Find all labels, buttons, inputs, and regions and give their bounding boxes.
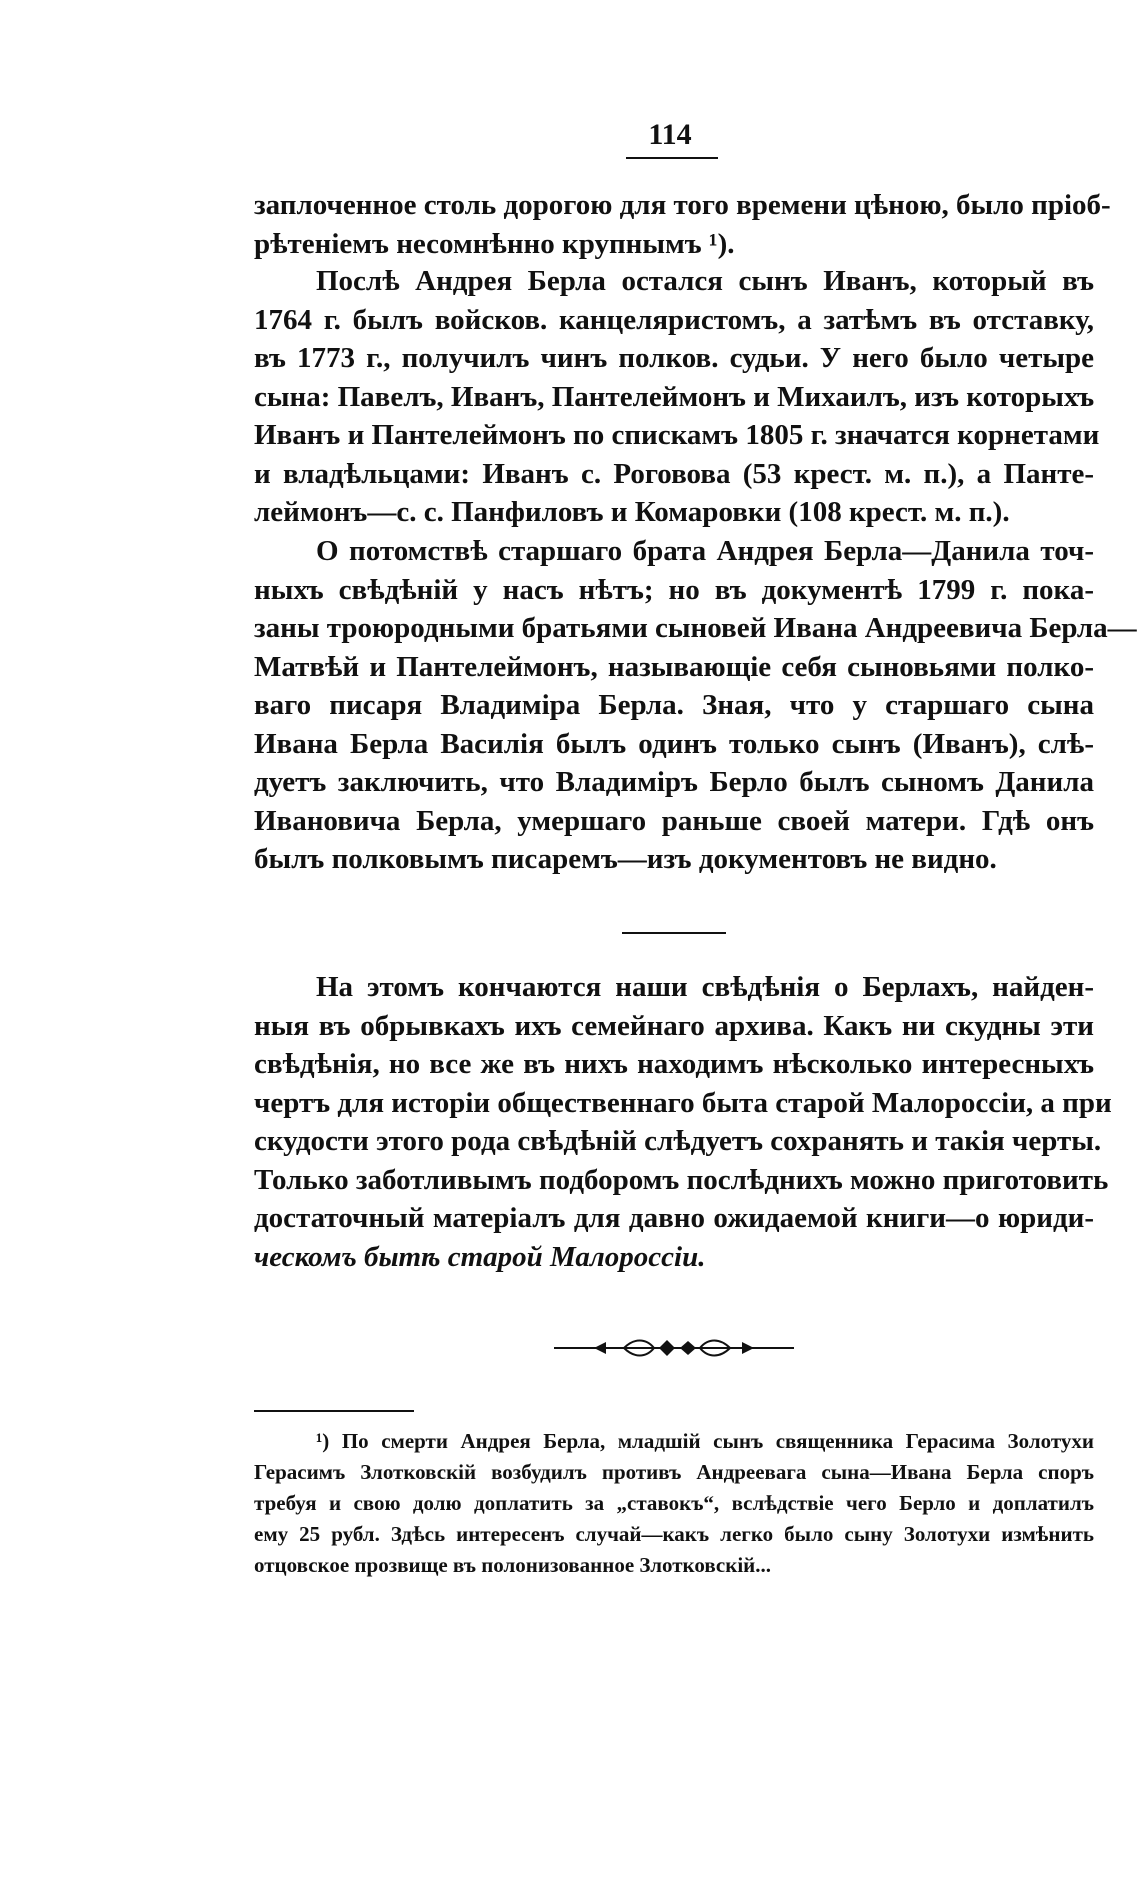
text-line: заплоченное столь дорогою для того времени цѣною, было пріоб-	[254, 189, 1111, 221]
text-line: Иванъ и Пантелеймонъ по спискамъ 1805 г. значатся корнетами	[254, 419, 1100, 451]
paragraph-3	[254, 532, 1137, 879]
text-line: 1764 г. былъ войсков. канцеляристомъ, а затѣмъ въ отставку,	[254, 303, 1094, 336]
text-line: и владѣльцами: Иванъ с. Роговова (53 крест. м. п.), а Панте-	[254, 457, 1094, 490]
text-line: заны троюродными братьями сыновей Ивана Андреевича Берла—	[254, 612, 1137, 644]
paragraph-2	[254, 262, 1100, 532]
end-ornament-icon	[554, 1336, 794, 1360]
text-line: былъ полковымъ писаремъ—изъ документовъ не видно.	[254, 843, 997, 875]
footnote-line: Герасимъ Злотковскій возбудилъ противъ Андреевага сына—Ивана Берла споръ	[254, 1460, 1094, 1484]
footnote-line: ¹) По смерти Андрея Берла, младшій сынъ священника Герасима Золотухи	[316, 1429, 1094, 1453]
footnote	[254, 1426, 1094, 1581]
page-number-rule	[626, 157, 718, 159]
text-line: ныхъ свѣдѣній у насъ нѣтъ; но въ документѣ 1799 г. пока-	[254, 573, 1094, 606]
text-line: Ивановича Берла, умершаго раньше своей матери. Гдѣ онъ	[254, 804, 1094, 837]
footnote-rule	[254, 1410, 414, 1412]
text-line: леймонъ—с. с. Панфиловъ и Комаровки (108 крест. м. п.).	[254, 496, 1010, 528]
footnote-line: ему 25 рубл. Здѣсь интересенъ случай—какъ легко было сыну Золотухи измѣнить	[254, 1522, 1094, 1546]
paragraph-4	[254, 968, 1112, 1276]
page-number: 114	[648, 118, 692, 151]
paragraph-1	[254, 186, 1111, 263]
text-line: достаточный матеріалъ для давно ожидаемой книги—о юриди-	[254, 1202, 1094, 1234]
text-line: въ 1773 г., получилъ чинъ полков. судьи. У него было четыре	[254, 342, 1094, 374]
text-line: сына: Павелъ, Иванъ, Пантелеймонъ и Михаилъ, изъ которыхъ	[254, 380, 1095, 413]
text-line: свѣдѣнія, но все же въ нихъ находимъ нѣсколько интересныхъ	[254, 1048, 1094, 1080]
text-line: скудости этого рода свѣдѣній слѣдуетъ сохранять и такія черты.	[254, 1125, 1102, 1157]
section-separator-rule	[622, 932, 726, 934]
text-line: Послѣ Андрея Берла остался сынъ Иванъ, который въ	[316, 265, 1094, 297]
text-line: Только заботливымъ подборомъ послѣднихъ можно приготовить	[254, 1163, 1109, 1196]
footnote-line: отцовское прозвище въ полонизованное Злотковскій...	[254, 1553, 772, 1577]
text-line: Матвѣй и Пантелеймонъ, называющіе себя сыновьями полко-	[254, 650, 1094, 683]
text-line: рѣтеніемъ несомнѣнно крупнымъ ¹).	[254, 227, 735, 260]
footnote-line: требуя и свою долю доплатить за „ставокъ“, вслѣдствіе чего Берло и доплатилъ	[254, 1491, 1094, 1515]
text-line: дуетъ заключить, что Владиміръ Берло былъ сыномъ Данила	[254, 766, 1094, 798]
text-line: На этомъ кончаются наши свѣдѣнія о Берлахъ, найден-	[316, 971, 1094, 1003]
text-line: ныя въ обрывкахъ ихъ семейнаго архива. Какъ ни скудны эти	[254, 1009, 1094, 1042]
text-line: чертъ для исторіи общественнаго быта старой Малороссіи, а при	[254, 1086, 1112, 1119]
text-line: Ивана Берла Василія былъ одинъ только сынъ (Иванъ), слѣ-	[254, 727, 1094, 760]
text-line: ваго писаря Владиміра Берла. Зная, что у старшаго сына	[254, 689, 1094, 721]
text-line: О потомствѣ старшаго брата Андрея Берла—Данила точ-	[316, 535, 1094, 567]
text-line: ческомъ бытѣ старой Малороссіи.	[254, 1240, 706, 1273]
